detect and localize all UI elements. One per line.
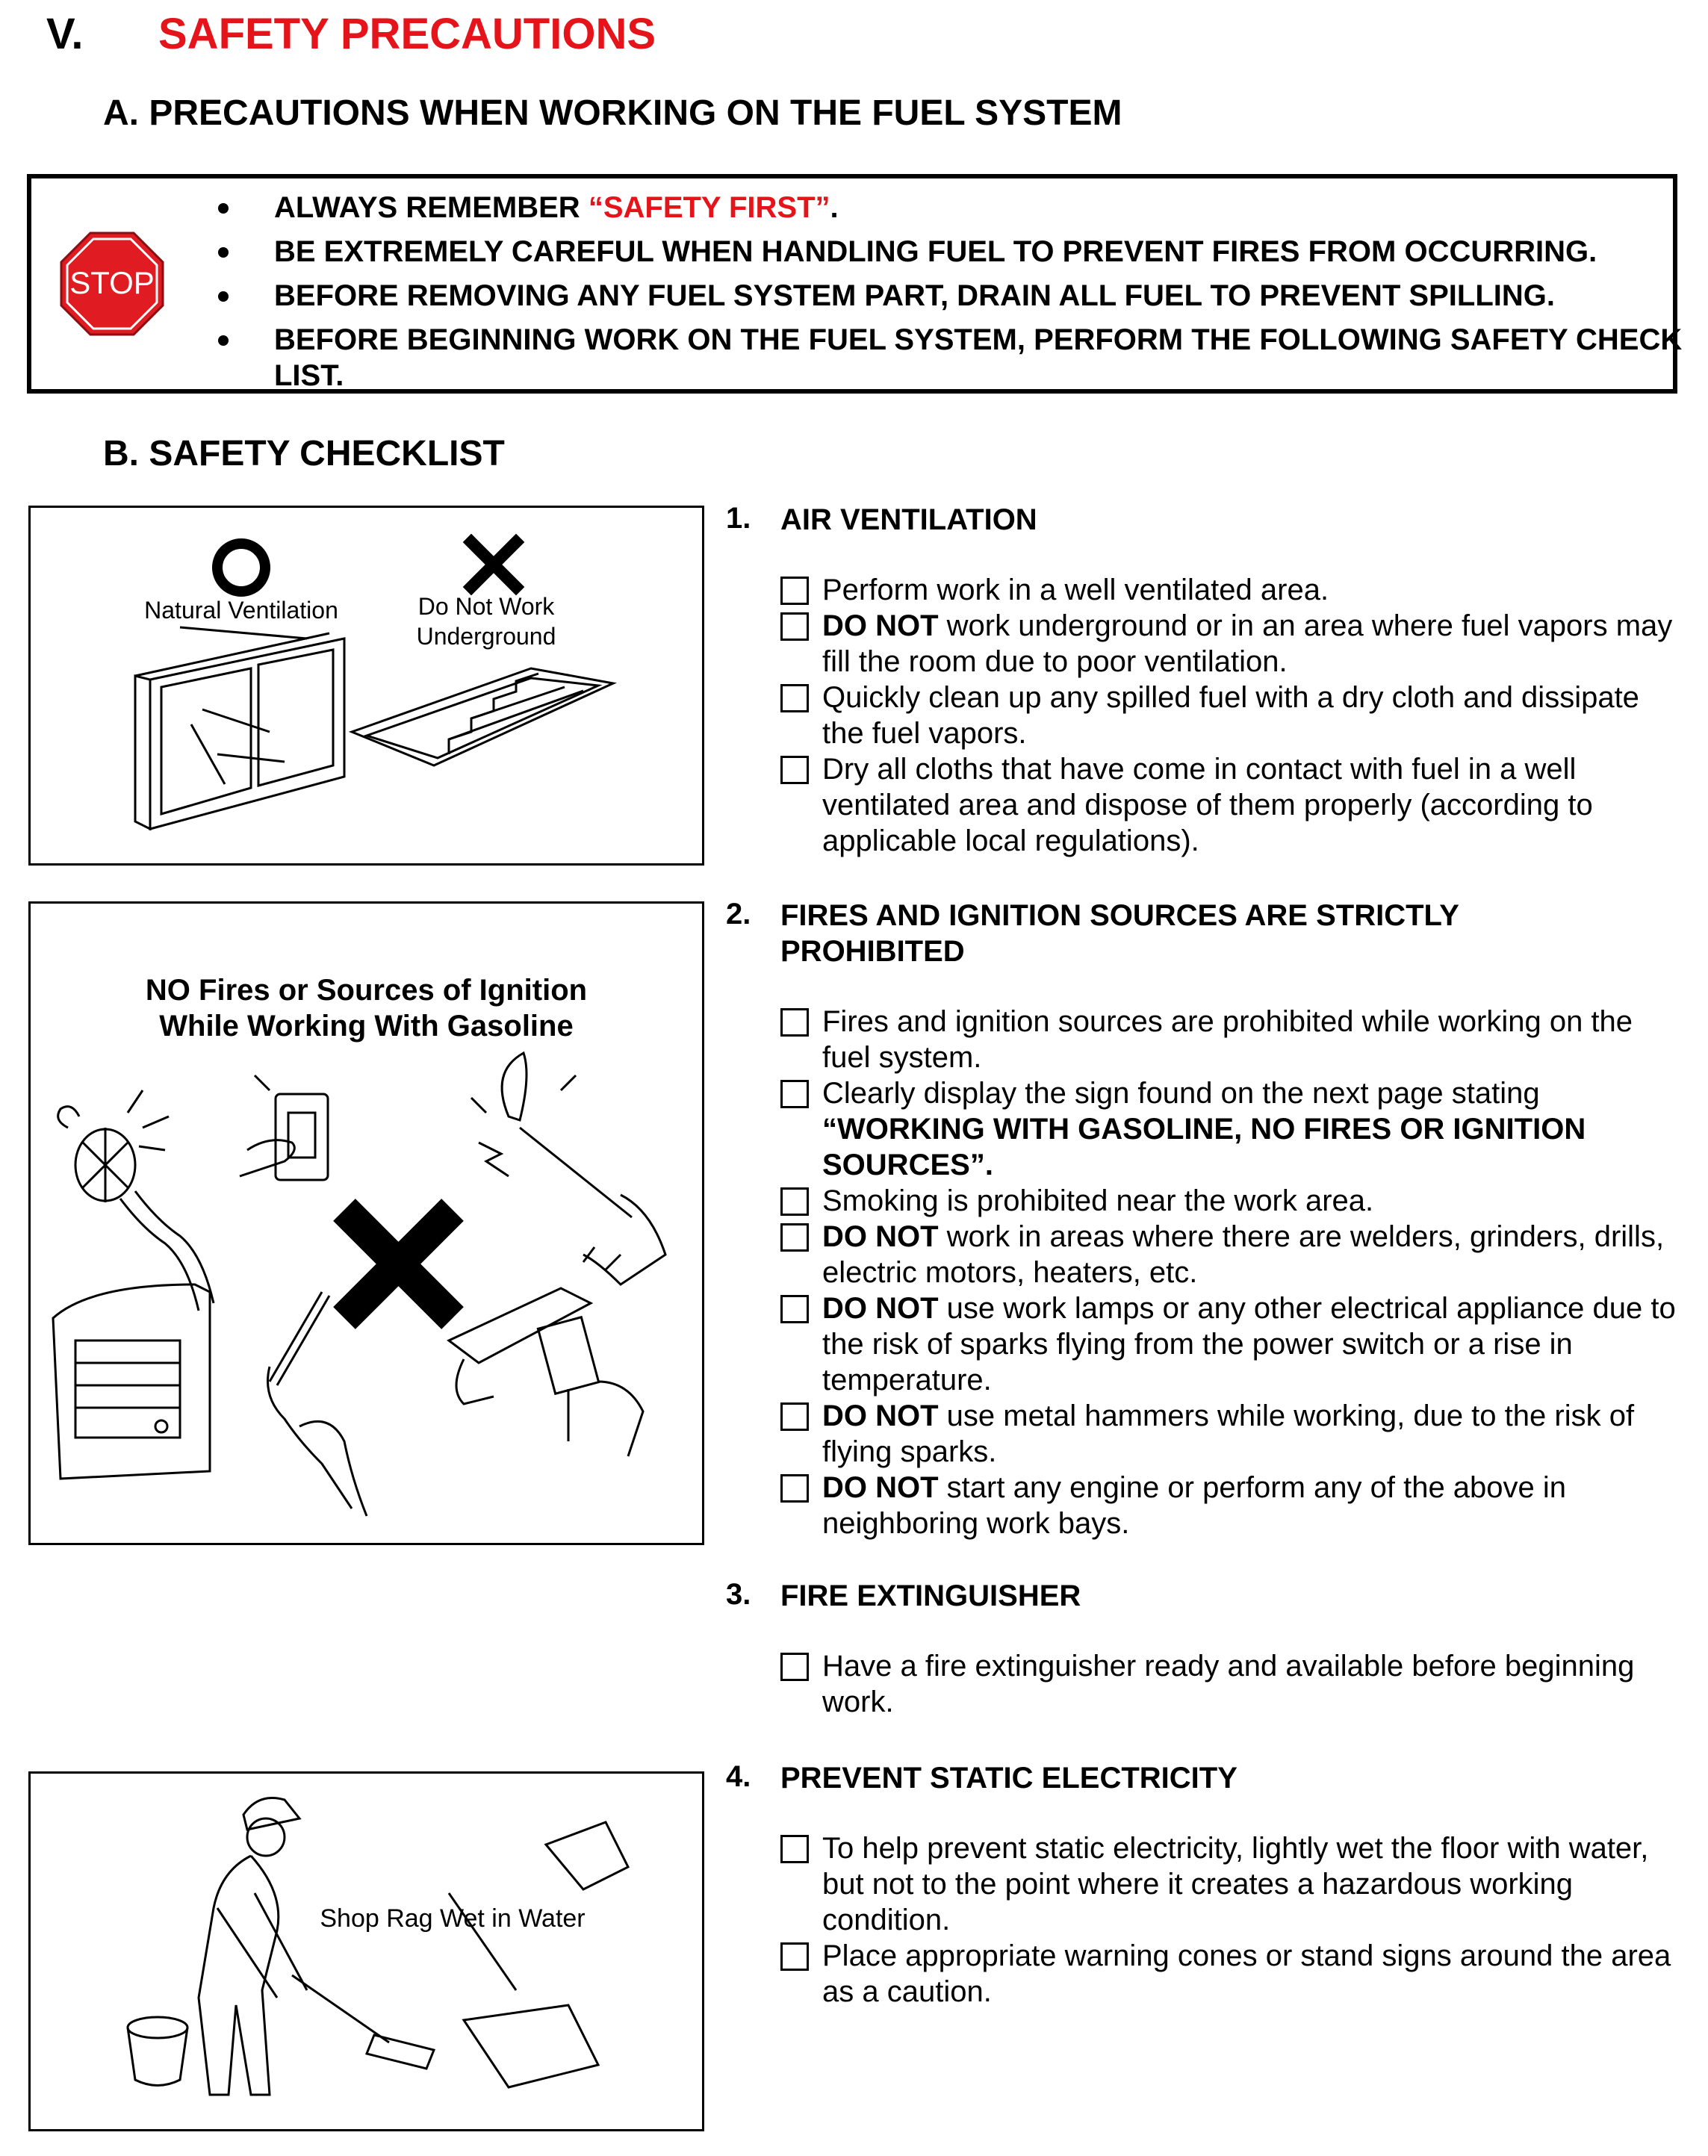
big-x-icon [344,1210,453,1318]
checklist-text: Place appropriate warning cones or stand signs around the area as a caution. [822,1939,1671,2008]
warning-item [188,322,1693,394]
bullet-dot [218,291,229,302]
stop-sign-text: STOP [69,265,155,300]
checklist-item [780,1648,1677,1720]
rag-drawing [449,1822,628,2087]
checklist-item [780,1938,1677,2010]
no-fires-caption-2: While Working With Gasoline [159,1010,574,1043]
work-lamp-drawing [58,1090,214,1311]
checklist-item [780,680,1677,751]
warning-text: BEFORE BEGINNING WORK ON THE FUEL SYSTEM, PERFORM THE FOLLOWING SAFETY CHECK LIST. [274,323,1683,392]
checklist-emphasis: “WORKING WITH GASOLINE, NO FIRES OR IGNITION SOURCES”. [822,1113,1586,1181]
natural-ventilation-label: Natural Ventilation [144,597,338,624]
checklist-text: To help prevent static electricity, lightly wet the floor with water, but not to the point where it creates a hazardous working condition. [822,1832,1649,1936]
checklist-text: work underground or in an area where fuel vapors may fill the room due to poor ventilation. [822,609,1673,678]
heater-drawing [53,1284,210,1479]
page-title: SAFETY PRECAUTIONS [158,10,656,58]
checklist-item [780,1183,1677,1219]
warning-text: ALWAYS REMEMBER [274,191,589,224]
checklist-text: start any engine or perform any of the above in neighboring work bays. [822,1471,1567,1540]
ventilation-illustration [31,508,702,863]
ventilation-figure [28,506,704,866]
section-a-title: A. PRECAUTIONS WHEN WORKING ON THE FUEL SYSTEM [103,93,1122,133]
section-number: V. [46,10,84,58]
checklist-section-number: 3. [726,1578,751,1611]
no-fires-figure [28,901,704,1545]
checkbox[interactable] [780,756,809,784]
bullet-dot [218,335,229,346]
do-not-work-label-2: Underground [416,623,556,650]
checklist-item [780,1004,1677,1075]
checklist-text: Dry all cloths that have come in contact with fuel in a well ventilated area and dispose of them properly (according to applicable local regulations). [822,753,1593,857]
warning-item [188,190,1693,226]
checklist-items [780,1004,1677,1541]
checklist-section-number: 2. [726,898,751,931]
checklist-text: Have a fire extinguisher ready and available before beginning work. [822,1650,1635,1718]
checkbox[interactable] [780,1653,809,1681]
checklist-items [780,572,1677,859]
checklist-emphasis: DO NOT [822,1220,939,1253]
warning-text: BEFORE REMOVING ANY FUEL SYSTEM PART, DRAIN ALL FUEL TO PREVENT SPILLING. [274,279,1555,312]
checkbox[interactable] [780,1008,809,1037]
hammer-drawing [471,1053,665,1284]
warning-list [188,190,1693,402]
checklist-text: use work lamps or any other electrical appliance due to the risk of sparks flying from the power switch or a rise in temperature. [822,1292,1676,1397]
do-not-work-label-1: Do Not Work [417,593,555,620]
checklist-section-number: 4. [726,1760,751,1793]
checklist-text: Perform work in a well ventilated area. [822,574,1329,606]
checklist-emphasis: DO NOT [822,1399,939,1432]
no-fires-caption-1: NO Fires or Sources of Ignition [145,974,588,1007]
mopping-illustration [31,1774,702,2129]
checklist-items [780,1648,1677,1720]
checkbox[interactable] [780,1187,809,1216]
checklist-items [780,1830,1677,2010]
warning-text-end: . [830,191,839,224]
checklist-section-title: FIRE EXTINGUISHER [780,1579,1081,1612]
checklist-item [780,608,1677,680]
checklist-item [780,1075,1677,1183]
stairs-drawing [352,668,613,765]
checkbox[interactable] [780,1942,809,1971]
checklist-item [780,751,1677,859]
warning-text: BE EXTREMELY CAREFUL WHEN HANDLING FUEL TO PREVENT FIRES FROM OCCURRING. [274,235,1597,268]
mop-drawing [292,1975,434,2069]
checkbox[interactable] [780,684,809,712]
checklist-item [780,1219,1677,1290]
checklist-item [780,572,1677,608]
checkbox[interactable] [780,1402,809,1431]
ok-circle-icon [217,544,265,591]
bullet-dot [218,247,229,258]
bullet-dot [218,203,229,214]
window-drawing [135,627,344,829]
no-cross-icon [471,542,516,587]
checkbox[interactable] [780,1295,809,1323]
worker-drawing [199,1798,307,2096]
checklist-text: Quickly clean up any spilled fuel with a dry cloth and dissipate the fuel vapors. [822,681,1639,750]
section-b-title: B. SAFETY CHECKLIST [103,434,505,473]
checkbox[interactable] [780,612,809,641]
bucket-drawing [128,2017,187,2086]
checklist-section-title: FIRES AND IGNITION SOURCES ARE STRICTLY PROHIBITED [780,899,1459,968]
checklist-item [780,1290,1677,1398]
checkbox[interactable] [780,1080,809,1108]
checklist-section-title: PREVENT STATIC ELECTRICITY [780,1762,1237,1795]
checklist-emphasis: DO NOT [822,1292,939,1325]
warning-item [188,234,1693,270]
checklist-text: Fires and ignition sources are prohibited while working on the fuel system. [822,1005,1633,1074]
checkbox[interactable] [780,1223,809,1252]
static-electricity-figure [28,1771,704,2131]
checklist-section-number: 1. [726,502,751,535]
checkbox[interactable] [780,1835,809,1863]
checklist-section-title: AIR VENTILATION [780,503,1037,536]
checklist-emphasis: DO NOT [822,609,939,642]
checkbox[interactable] [780,1474,809,1503]
checklist-text: Clearly display the sign found on the next page stating [822,1077,1540,1110]
checklist-text: use metal hammers while working, due to the risk of flying sparks. [822,1399,1635,1468]
light-switch-drawing [240,1075,328,1180]
checklist-text: work in areas where there are welders, grinders, drills, electric motors, heaters, etc. [822,1220,1665,1289]
stop-sign-icon [60,232,164,336]
checklist-item [780,1470,1677,1541]
shop-rag-label: Shop Rag Wet in Water [320,1904,586,1933]
checklist-emphasis: DO NOT [822,1471,939,1504]
checklist-item [780,1830,1677,1938]
warning-item [188,278,1693,314]
checkbox[interactable] [780,577,809,605]
warning-box [27,174,1683,394]
checklist-text: Smoking is prohibited near the work area. [822,1184,1374,1217]
checklist-item [780,1398,1677,1470]
ignition-sources-illustration [31,904,702,1543]
warning-highlight: “SAFETY FIRST” [588,191,830,224]
